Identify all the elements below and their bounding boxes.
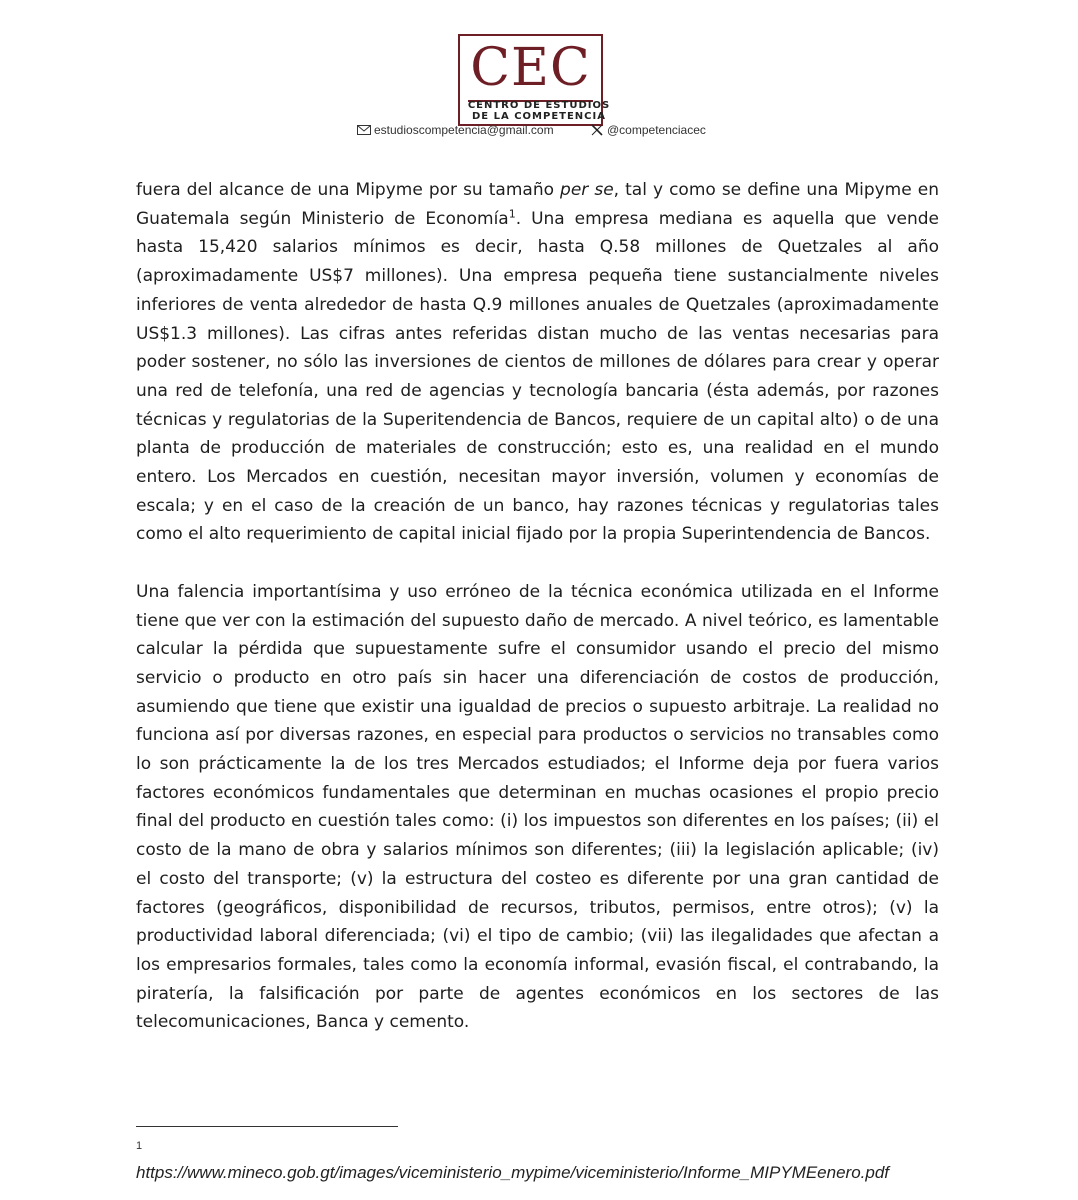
paragraph-1 bbox=[136, 176, 939, 549]
paragraph-2: Una falencia importantísima y uso erróneo de la técnica económica utilizada en el Informe tiene que ver con la estimación del supuesto daño de mercado. A nivel teórico, es lamentable calcular la pérdida que supuestamente sufre el consumidor usando el precio del mismo servicio o producto en otro país sin hacer una diferenciación de costos de producción, asumiendo que tiene que existir una igualdad de precios o supuesto arbitraje. La realidad no funciona así por diversas razones, en especial para productos o servicios no transables como lo son prácticamente la de los tres Mercados estudiados; el Informe deja por fuera varios factores económicos fundamentales que determinan en muchas ocasiones el propio precio final del producto en cuestión tales como: (i) los impuestos son diferentes en los países; (ii) el costo de la mano de obra y salarios mínimos son diferentes; (iii) la legislación aplicable; (iv) el costo del transporte; (v) la estructura del costeo es diferente por una gran cantidad de factores (geográficos, disponibilidad de recursos, tributos, permisos, entre otros); (v) la productividad laboral diferenciada; (vi) el tipo de cambio; (vii) las ilegalidades que afectan a los empresarios formales, tales como la economía informal, evasión fiscal, el contrabando, la piratería, la falsificación por parte de agentes económicos en los sectores de las telecomunicaciones, Banca y cemento. bbox=[136, 581, 939, 1033]
organization-name bbox=[0, 100, 1078, 122]
organization-name-line2: DE LA COMPETENCIA bbox=[472, 111, 606, 122]
x-logo-icon bbox=[590, 124, 604, 136]
x-handle: @competenciacec bbox=[607, 123, 706, 137]
letterhead bbox=[0, 0, 1078, 150]
footnote-reference[interactable]: 1 bbox=[508, 207, 516, 221]
contact-line bbox=[0, 123, 1078, 139]
organization-name-line1: CENTRO DE ESTUDIOS bbox=[467, 100, 611, 111]
email-address: estudioscompetencia@gmail.com bbox=[374, 123, 554, 137]
footnote-link[interactable]: https://www.mineco.gob.gt/images/viceministerio_mypime/viceministerio/Informe_MIPYMEenero.pdf bbox=[136, 1163, 890, 1182]
paragraph-1-part1: fuera del alcance de una Mipyme por su tamaño bbox=[136, 180, 561, 200]
envelope-icon bbox=[357, 124, 371, 136]
email-contact[interactable] bbox=[357, 123, 554, 137]
italic-term: per se bbox=[560, 180, 614, 200]
logo-letters: CEC bbox=[470, 38, 591, 98]
x-contact[interactable] bbox=[590, 123, 706, 137]
paragraph-1-part3: . Una empresa mediana es aquella que vende hasta 15,420 salarios mínimos es decir, hasta Q.58 millones de Quetzales al año (aproximadamente US$7 millones). Una empresa pequeña tiene sustancialmente niveles inferiores de venta alrededor de hasta Q.9 millones anuales de Quetzales (aproximadamente US$1.3 millones). Las cifras antes referidas distan mucho de las ventas necesarias para poder sostener, no sólo las inversiones de cientos de millones de dólares para crear y operar una red de telefonía, una red de agencias y tecnología bancaria (ésta además, por razones técnicas y regulatorias de la Superitendencia de Bancos, requiere de un capital alto) o de una planta de producción de materiales de construcción; esto es, una realidad en el mundo entero. Los Mercados en cuestión, necesitan mayor inversión, volumen y economías de escala; y en el caso de la creación de un banco, hay razones técnicas y regulatorias tales como el alto requerimiento de capital inicial fijado por la propia Superintendencia de Bancos. bbox=[136, 208, 939, 545]
footnote-separator bbox=[136, 1126, 398, 1127]
footnote-number: 1 bbox=[136, 1140, 143, 1152]
paragraph-1-part2: , tal y como se define una Mipyme en Guatemala según Ministerio de Economía bbox=[136, 180, 939, 229]
document-body bbox=[136, 176, 939, 1037]
